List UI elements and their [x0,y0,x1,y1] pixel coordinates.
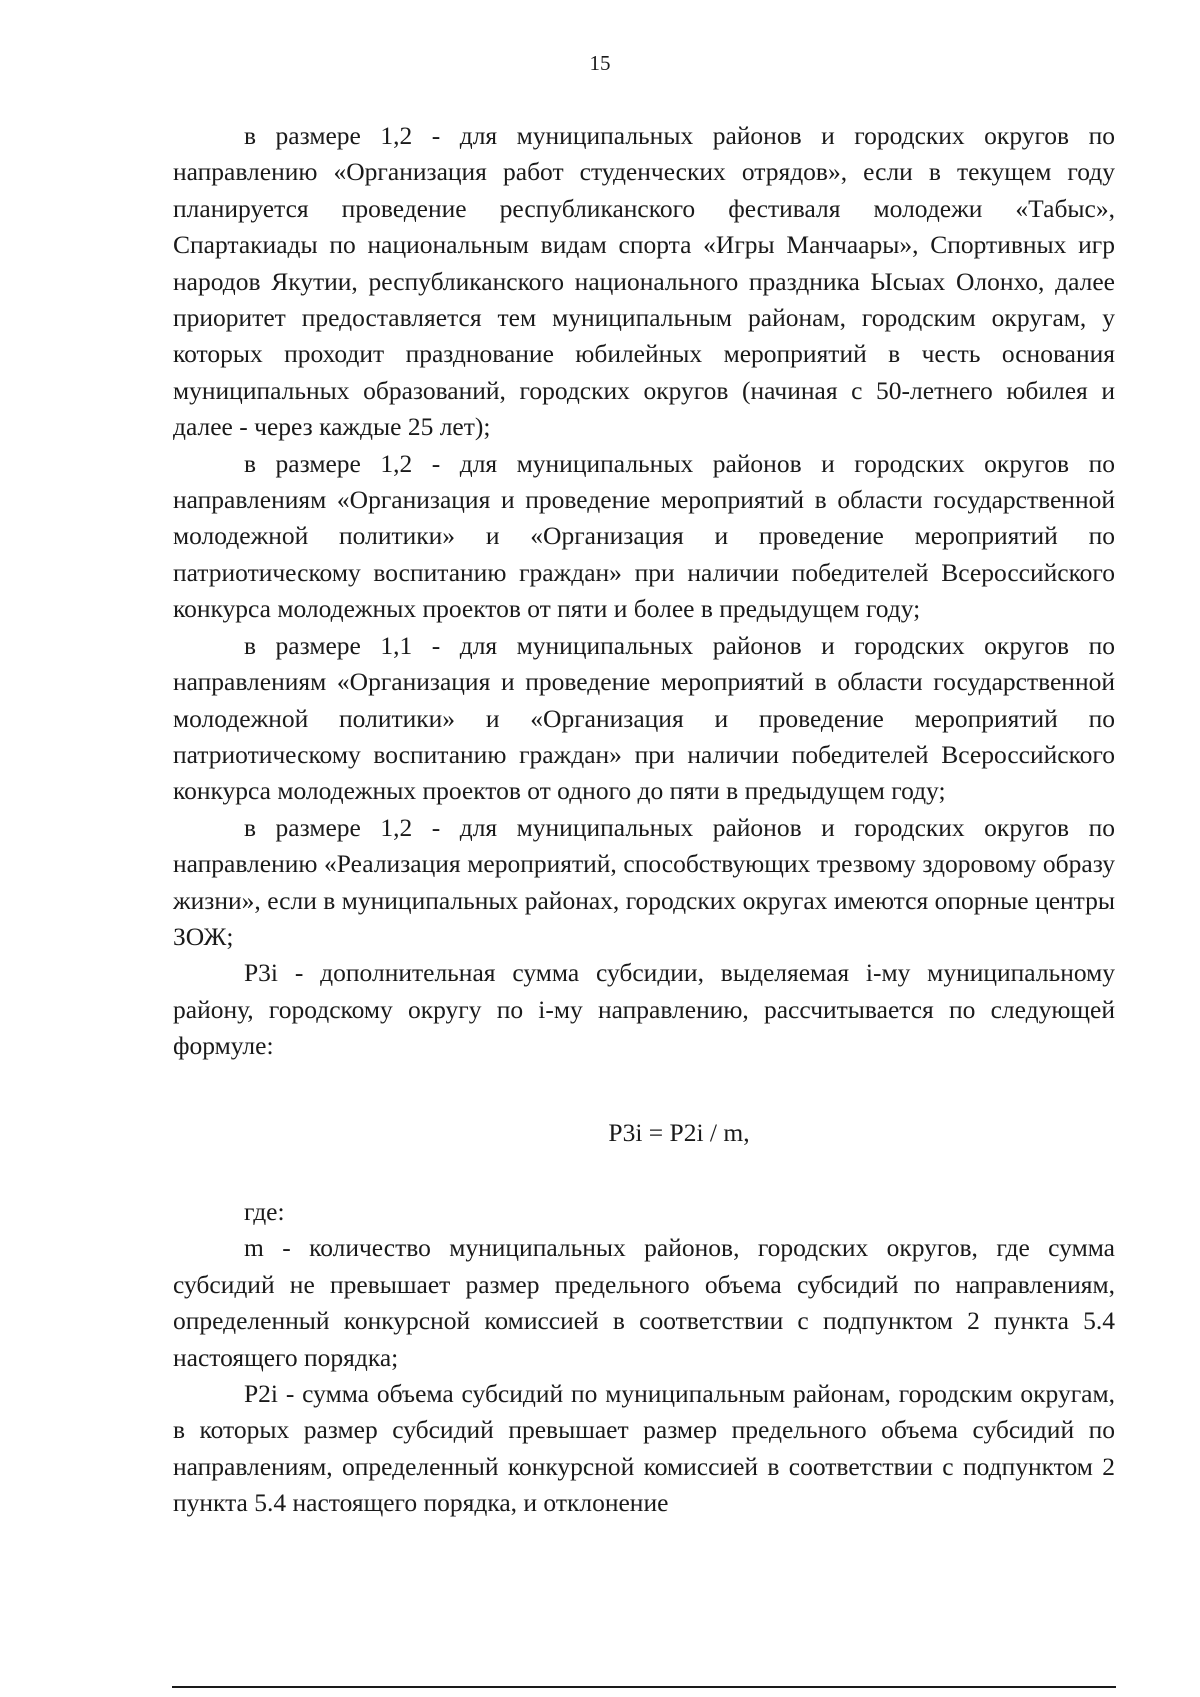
paragraph-coefficient-youth-policy-one-to-five: в размере 1,1 - для муниципальных районов и городских округов по направлениям «Организация и проведение мероприятий в области государственной молодежной политики» и «Организация и проведение мероприятий по патриотическому воспитанию граждан» при наличии победителей Всероссийского конкурса молодежных проектов от одного до пяти в предыдущем году; [173,630,1115,806]
page-number: 15 [589,51,611,75]
paragraph-coefficient-healthy-lifestyle: в размере 1,2 - для муниципальных районов и городских округов по направлению «Реализация мероприятий, способствующих трезвому здоровому образу жизни», если в муниципальных районах, городских округах имеются опорные центры ЗОЖ; [173,812,1115,951]
paragraph-m-definition: m - количество муниципальных районов, городских округов, где сумма субсидий не превышает размер предельного объема субсидий по направлениям, определенный конкурсной комиссией в соответствии с подпунктом 2 пункта 5.4 настоящего порядка; [173,1233,1115,1372]
footer-rule [172,1686,1116,1688]
document-body [173,118,1115,1522]
paragraph-p3i-definition: P3i - дополнительная сумма субсидии, выделяемая i-му муниципальному району, городскому округу по i-му направлению, рассчитывается по следующей формуле: [173,958,1115,1061]
formula-p3i: P3i = P2i / m, [608,1117,750,1147]
paragraph-where: где: [244,1196,285,1226]
paragraph-coefficient-youth-policy-five: в размере 1,2 - для муниципальных районов и городских округов по направлениям «Организация и проведение мероприятий в области государственной молодежной политики» и «Организация и проведение мероприятий по патриотическому воспитанию граждан» при наличии победителей Всероссийского конкурса молодежных проектов от пяти и более в предыдущем году; [173,448,1115,624]
paragraph-p2i-definition: P2i - сумма объема субсидий по муниципальным районам, городским округам, в которых размер субсидий превышает размер предельного объема субсидий по направлениям, определенный конкурсной комиссией в соответствии с подпунктом 2 пункта 5.4 настоящего порядка, и отклонение [173,1379,1115,1518]
paragraph-coefficient-student-teams: в размере 1,2 - для муниципальных районов и городских округов по направлению «Организация работ студенческих отрядов», если в текущем году планируется проведение республиканского фестиваля молодежи «Табыс», Спартакиады по национальным видам спорта «Игры Манчаары», Спортивных игр народов Якутии, республиканского национального праздника Ысыах Олонхо, далее приоритет предоставляется тем муниципальным районам, городским округам, у которых проходит празднование юбилейных мероприятий в честь основания муниципальных образований, городских округов (начиная с 50-летнего юбилея и далее - через каждые 25 лет); [173,121,1115,442]
